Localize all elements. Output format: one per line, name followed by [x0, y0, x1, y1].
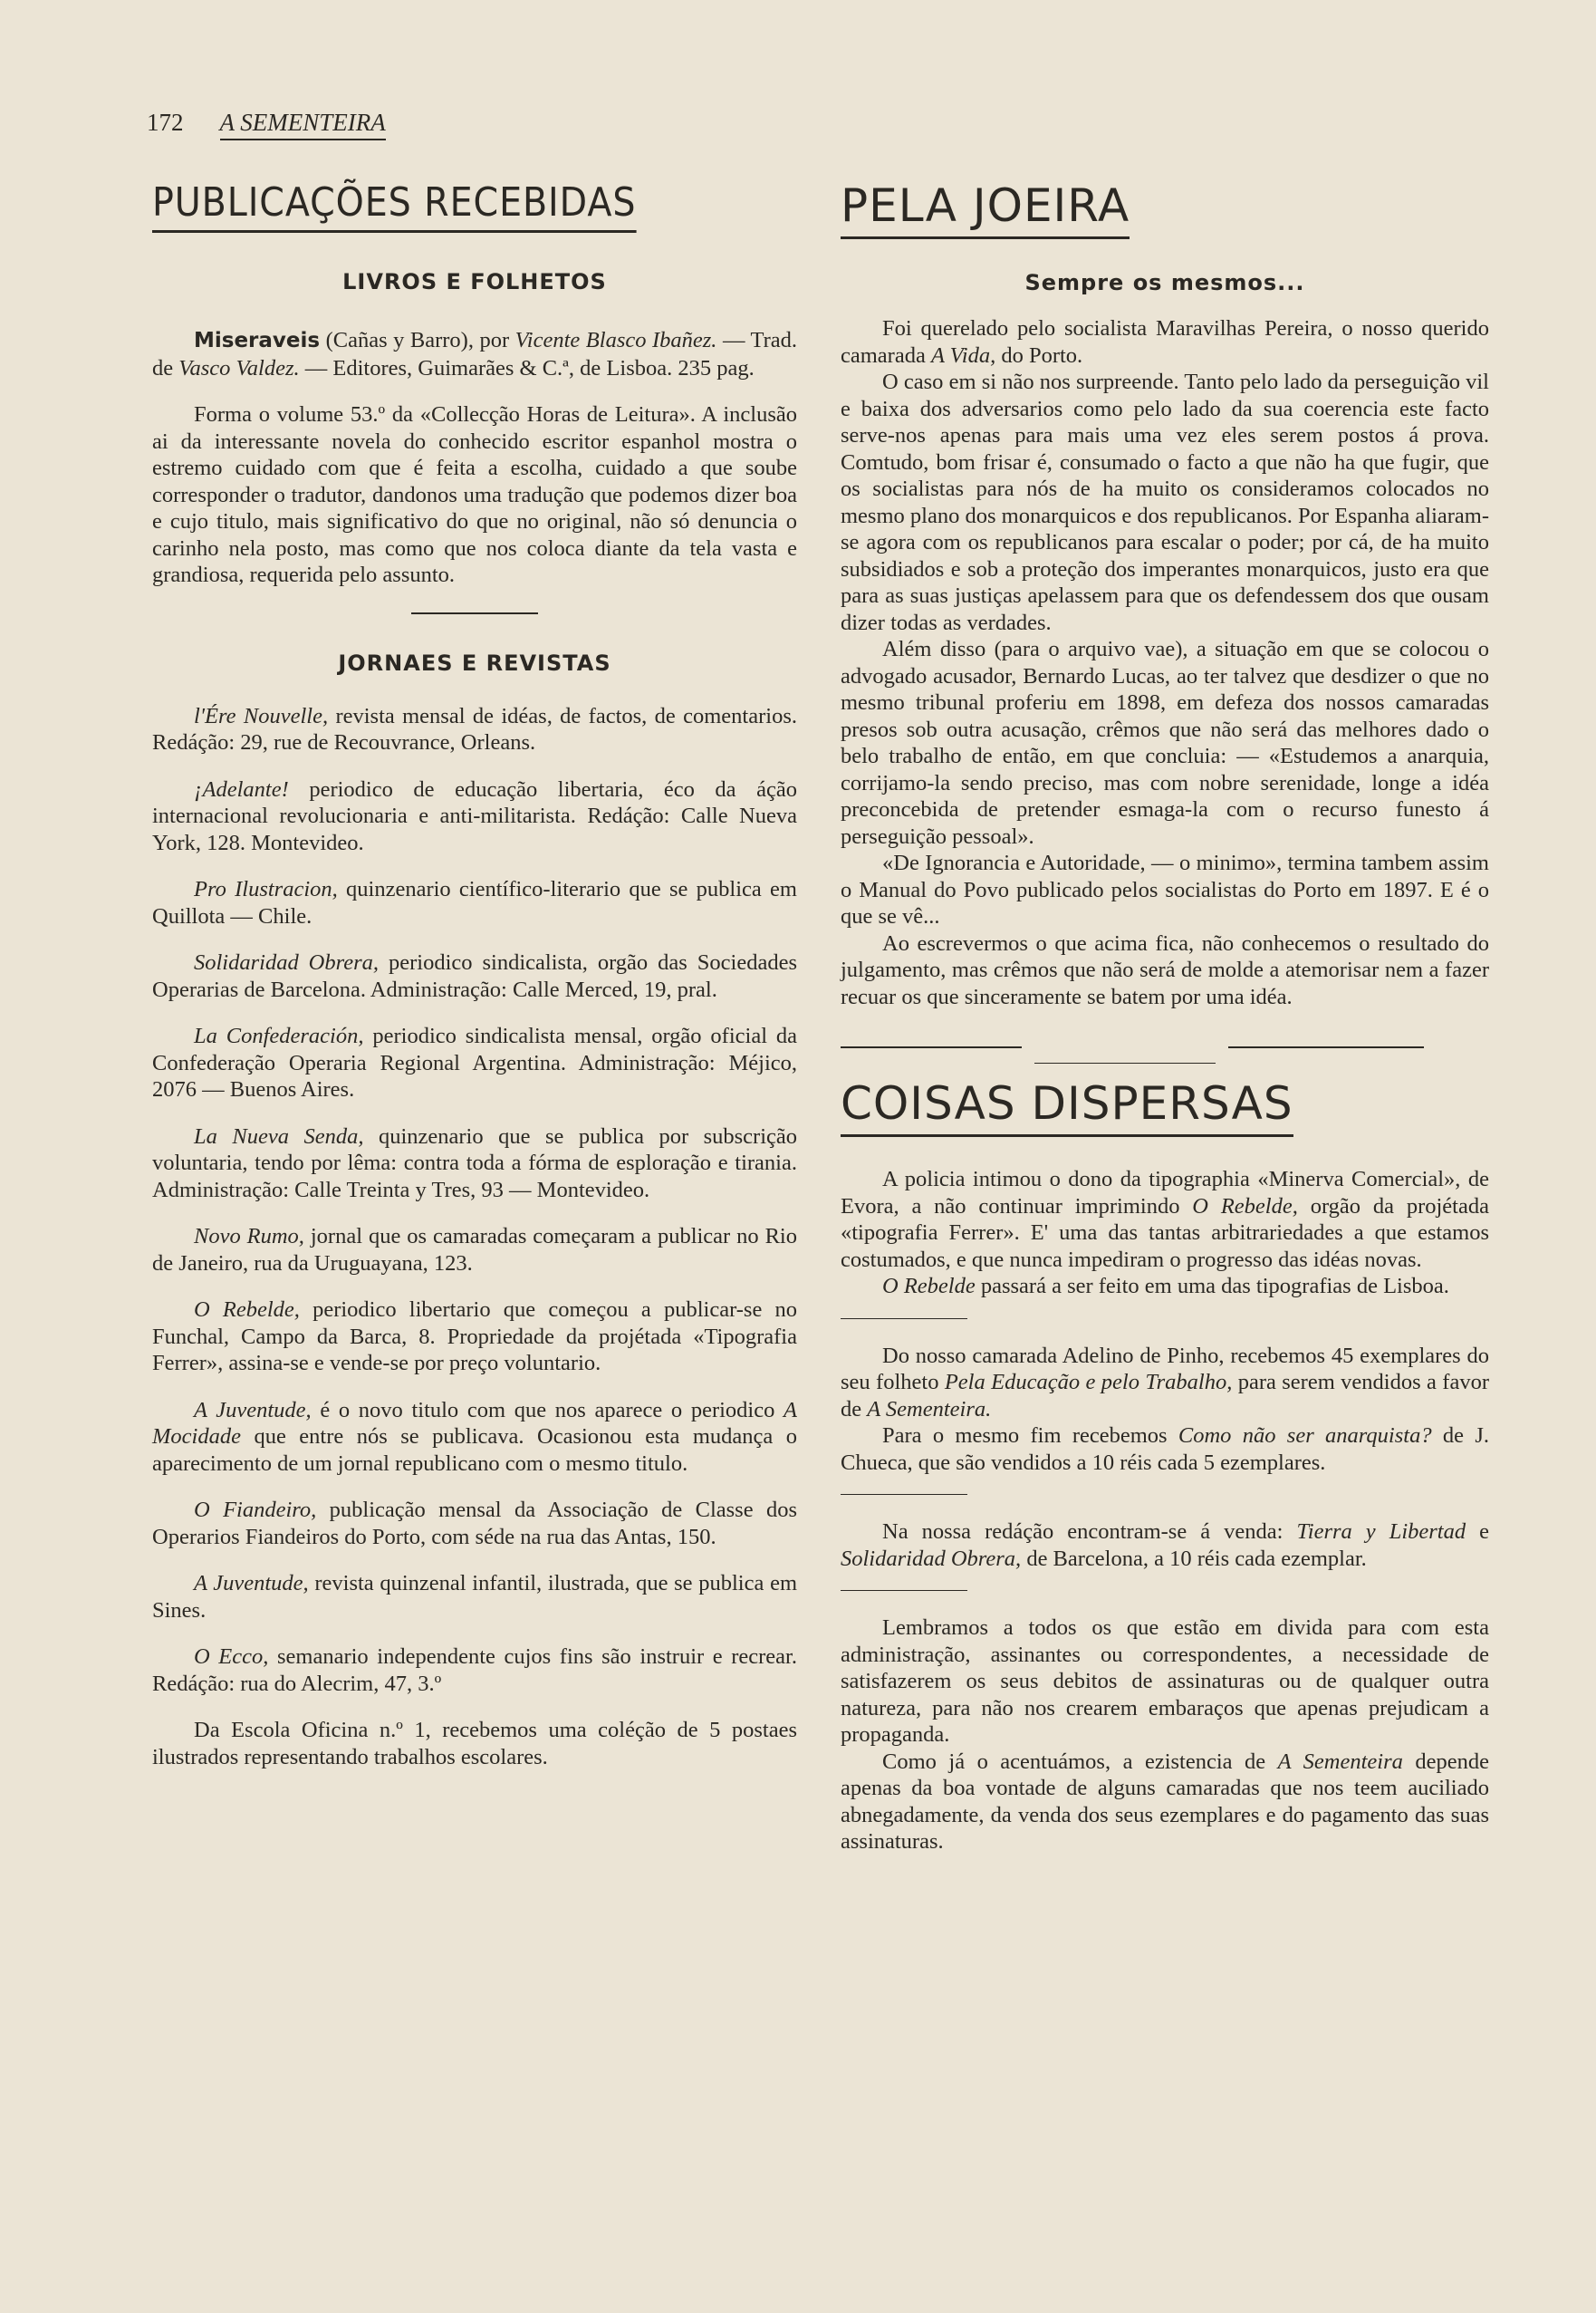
- paragraph: Para o mesmo fim recebemos Como não ser anarquista? de J. Chueca, que são vendidos a 10 réis cada 5 ezemplares.: [841, 1423, 1489, 1475]
- paragraph: «De Ignorancia e Autoridade, — o minimo», termina tambem assim o Manual do Povo publicado pelos socialistas do Porto em 1897. E é o que se vê...: [841, 851, 1489, 929]
- paragraph: Do nosso camarada Adelino de Pinho, recebemos 45 exemplares do seu folheto Pela Educação e pelo Trabalho, para serem vendidos a favor de A Sementeira.: [841, 1343, 1489, 1422]
- journal-entry: A Juventude, revista quinzenal infantil, ilustrada, que se publica em Sines.: [152, 1571, 797, 1623]
- paragraph: O Rebelde passará a ser feito em uma das tipografias de Lisboa.: [882, 1274, 1449, 1298]
- journal-entry: Novo Rumo, jornal que os camaradas começaram a publicar no Rio de Janeiro, rua da Uruguayana, 123.: [152, 1224, 797, 1276]
- page-number: 172: [147, 109, 184, 136]
- journal-entry: Solidaridad Obrera, periodico sindicalista, orgão das Sociedades Operarias de Barcelona. Administração: Calle Merced, 19, pral.: [152, 950, 797, 1002]
- divider: [841, 1590, 967, 1591]
- escola-entry: Da Escola Oficina n.º 1, recebemos uma coléção de 5 postaes ilustrados representando trabalhos escolares.: [152, 1718, 797, 1769]
- journal-entry: La Confederación, periodico sindicalista mensal, orgão oficial da Confederação Operaria Regional Argentina. Administração: Méjico, 2076 — Buenos Aires.: [152, 1024, 797, 1103]
- page-header: [147, 109, 386, 140]
- book-description: Forma o volume 53.º da «Collecção Horas de Leitura». A inclusão ai da interessante novela do conhecido escritor espanhol mostra o estremo cuidado com que é feita a escolha, cuidado a que soube corresponder o tradutor, dandonos uma tradução que podemos dizer boa e cujo titulo, mais significativo do que no original, não só denuncia o carinho nela posto, mas como que nos coloca diante da tela vasta e grandiosa, requerida pelo assunto.: [152, 402, 797, 588]
- journal-name: A SEMENTEIRA: [220, 109, 386, 140]
- paragraph: O caso em si não nos surpreende. Tanto pelo lado da perseguição vil e baixa dos adversarios como pelo lado da sua coerencia este facto serve-nos apenas para mais uma vez eles serem postos á prova. Comtudo, bom frisar é, consumado o facto a que não ha que fugir, que os socialistas para nós de ha muito os consideramos colocados no mesmo plano dos monarquicos e dos republicanos. Por Espanha aliaram-se agora com os republicanos para escalar o poder; por cá, de ha muito subsidiados e sob a proteção dos imperantes monarquicos, justo era que para as suas justiças apelassem para que os defendessem dos que ousam dizer todas as verdades.: [841, 370, 1489, 635]
- journal-entry: O Ecco, semanario independente cujos fins são instruir e recrear. Redáção: rua do Alecrim, 47, 3.º: [152, 1644, 797, 1696]
- journal-entry: l'Ére Nouvelle, revista mensal de idéas, de factos, de comentarios. Redáção: 29, rue de Recouvrance, Orleans.: [152, 703, 797, 756]
- journal-entry: La Nueva Senda, quinzenario que se publica por subscrição voluntaria, tendo por lêma: contra toda a fórma de esploração e tirania. Administração: Calle Treinta y Tres, 93 — Montevideo.: [152, 1123, 798, 1202]
- paragraph: A policia intimou o dono da tipographia «Minerva Comercial», de Evora, a não continuar imprimindo O Rebelde, orgão da projétada «tipografia Ferrer». E' uma das tantas arbitrariedades a que estamos costumados, e que nunca impediram o progresso das idéas novas.: [841, 1167, 1489, 1272]
- book-entry: Miseraveis (Cañas y Barro), por Vicente Blasco Ibañez. — Trad. de Vasco Valdez. — Editores, Guimarães & C.ª, de Lisboa. 235 pag.: [152, 328, 798, 381]
- paragraph: Além disso (para o arquivo vae), a situação em que se colocou o advogado acusador, Bernardo Lucas, ao ter talvez que desdizer o que no mesmo tribunal proferiu em 1898, em defeza dos nossos camaradas presos sob outra acusação, crêmos que não será das melhores dado o belo trabalho de então, em que concluia: — «Estudemos a anarquia, corrijamo-la sendo preciso, mas com nobre serenidade, longe a idéa preconcebida de pretender esmaga-la com o recurso funesto á perseguição pessoal».: [841, 637, 1489, 849]
- divider: [841, 1318, 967, 1319]
- section-title-publicacoes: PUBLICAÇÕES RECEBIDAS: [152, 181, 636, 233]
- section-title-coisas-dispersas: COISAS DISPERSAS: [841, 1079, 1293, 1137]
- journal-entry: ¡Adelante! periodico de educação libertaria, éco da áção internacional revolucionaria e anti-militarista. Redáção: Calle Nueva York, 128. Montevideo.: [152, 776, 797, 855]
- section-divider: [841, 1046, 1489, 1048]
- journal-entry: O Fiandeiro, publicação mensal da Associação de Classe dos Operarios Fiandeiros do Porto, com séde na rua das Antas, 150.: [152, 1498, 797, 1549]
- paragraph: Como já o acentuámos, a ezistencia de A Sementeira depende apenas da boa vontade de alguns camaradas que nos teem auciliado abnegadamente, da venda dos seus ezemplares e do pagamento das suas assinaturas.: [841, 1749, 1489, 1854]
- right-column: [841, 181, 1489, 1855]
- livros-heading: LIVROS E FOLHETOS: [342, 269, 607, 295]
- pela-joeira-subtitle: Sempre os mesmos...: [1024, 270, 1305, 295]
- paragraph: Foi querelado pelo socialista Maravilhas Pereira, o nosso querido camarada A Vida, do Porto.: [841, 316, 1489, 368]
- divider: [411, 612, 538, 614]
- jornaes-heading: JORNAES E REVISTAS: [338, 650, 611, 676]
- paragraph: Ao escrevermos o que acima fica, não conhecemos o resultado do julgamento, mas crêmos que não será de molde a atemorisar nem a fazer recuar os que sinceramente se batem por uma idéa.: [841, 930, 1489, 1009]
- divider: [841, 1494, 967, 1495]
- paragraph: Lembramos a todos os que estão em divida para com esta administração, assinantes ou correspondentes, a necessidade de satisfazerem os seus debitos de assinaturas ou de qualquer outra natureza, para não nos crearem embaraços que apenas prejudicam a propaganda.: [841, 1615, 1489, 1747]
- left-column: [152, 181, 797, 1770]
- journal-entry: O Rebelde, periodico libertario que começou a publicar-se no Funchal, Campo da Barca, 8. Propriedade da projétada «Tipografia Ferrer», assina-se e vende-se por preço voluntario.: [152, 1297, 798, 1376]
- paragraph: Na nossa redáção encontram-se á venda: Tierra y Libertad e Solidaridad Obrera, de Barcelona, a 10 réis cada ezemplar.: [841, 1519, 1490, 1571]
- section-title-pela-joeira: PELA JOEIRA: [841, 181, 1130, 239]
- journal-entry: Pro Ilustracion, quinzenario científico-literario que se publica em Quillota — Chile.: [152, 877, 797, 929]
- journal-entry: A Juventude, é o novo titulo com que nos aparece o periodico A Mocidade que entre nós se publicava. Ocasionou esta mudança o aparecimento de um jornal republicano com o mesmo titulo.: [152, 1397, 798, 1476]
